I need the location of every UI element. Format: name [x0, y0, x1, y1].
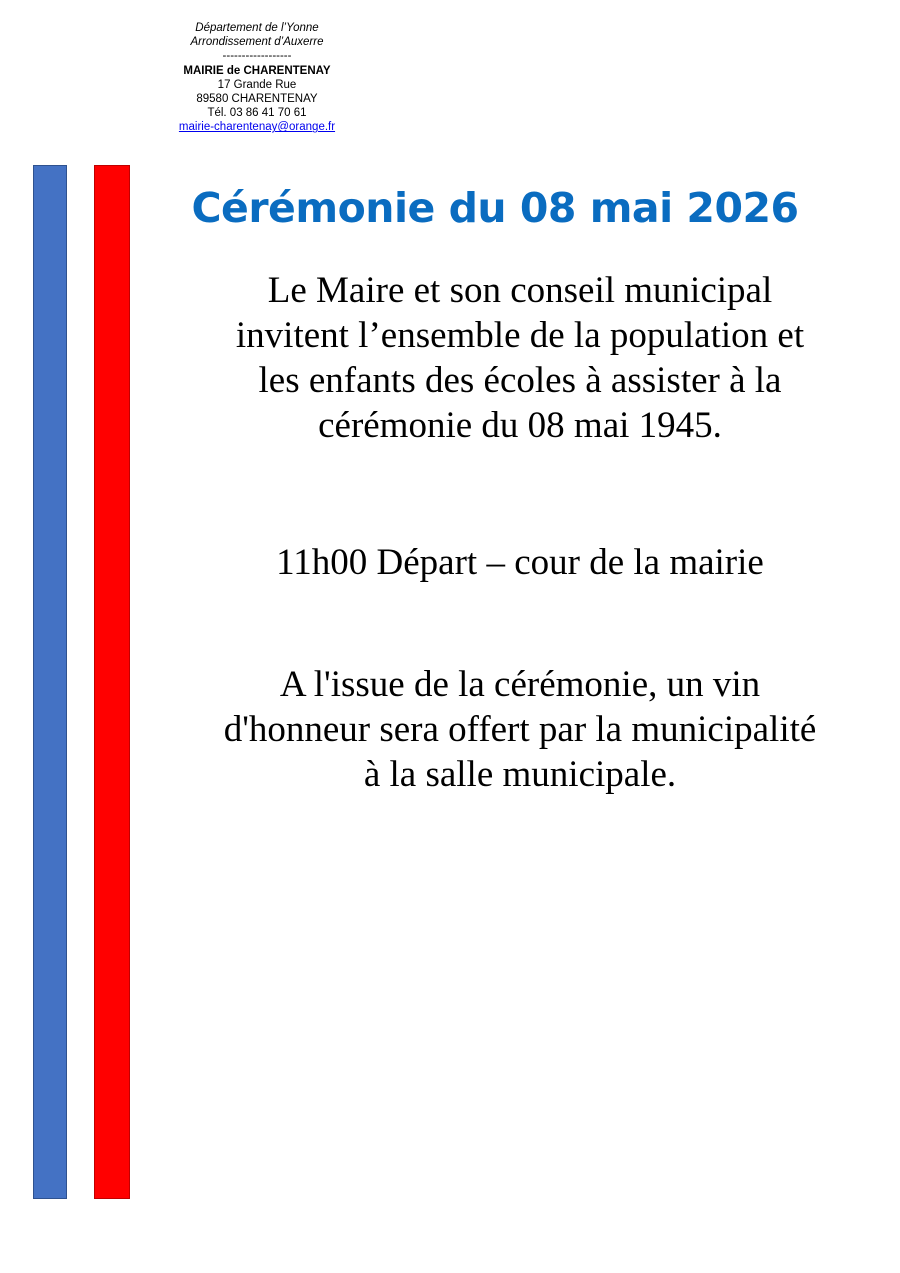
schedule-paragraph — [185, 540, 855, 585]
reception-paragraph — [185, 662, 855, 797]
invitation-line: les enfants des écoles à assister à la — [258, 360, 782, 401]
email-link[interactable]: mairie-charentenay@orange.fr — [178, 121, 336, 134]
invitation-line: Le Maire et son conseil municipal — [267, 270, 773, 311]
invitation-paragraph — [185, 268, 855, 448]
reception-line: d'honneur sera offert par la municipalité — [223, 709, 817, 750]
reception-line: à la salle municipale. — [363, 754, 677, 795]
postcode-city-text: 89580 CHARENTENAY — [196, 93, 318, 106]
invitation-line: invitent l’ensemble de la population et — [235, 315, 805, 356]
invitation-line: cérémonie du 08 mai 1945. — [318, 405, 722, 446]
mairie-name: MAIRIE de CHARENTENAY — [183, 64, 331, 77]
separator-text: ------------------ — [222, 50, 292, 63]
department-text: Département de l’Yonne — [195, 22, 319, 34]
arrondissement-text: Arrondissement d’Auxerre — [190, 36, 324, 49]
address-text: 17 Grande Rue — [217, 78, 297, 91]
schedule-line: 11h00 Départ – cour de la mairie — [276, 542, 764, 583]
mairie-letterhead — [157, 21, 357, 135]
page-title: Cérémonie du 08 mai 2026 — [191, 184, 799, 232]
flag-red-stripe — [94, 165, 130, 1199]
reception-line: A l'issue de la cérémonie, un vin — [279, 664, 761, 705]
flag-blue-stripe — [33, 165, 67, 1199]
phone-text: Tél. 03 86 41 70 61 — [207, 107, 307, 120]
